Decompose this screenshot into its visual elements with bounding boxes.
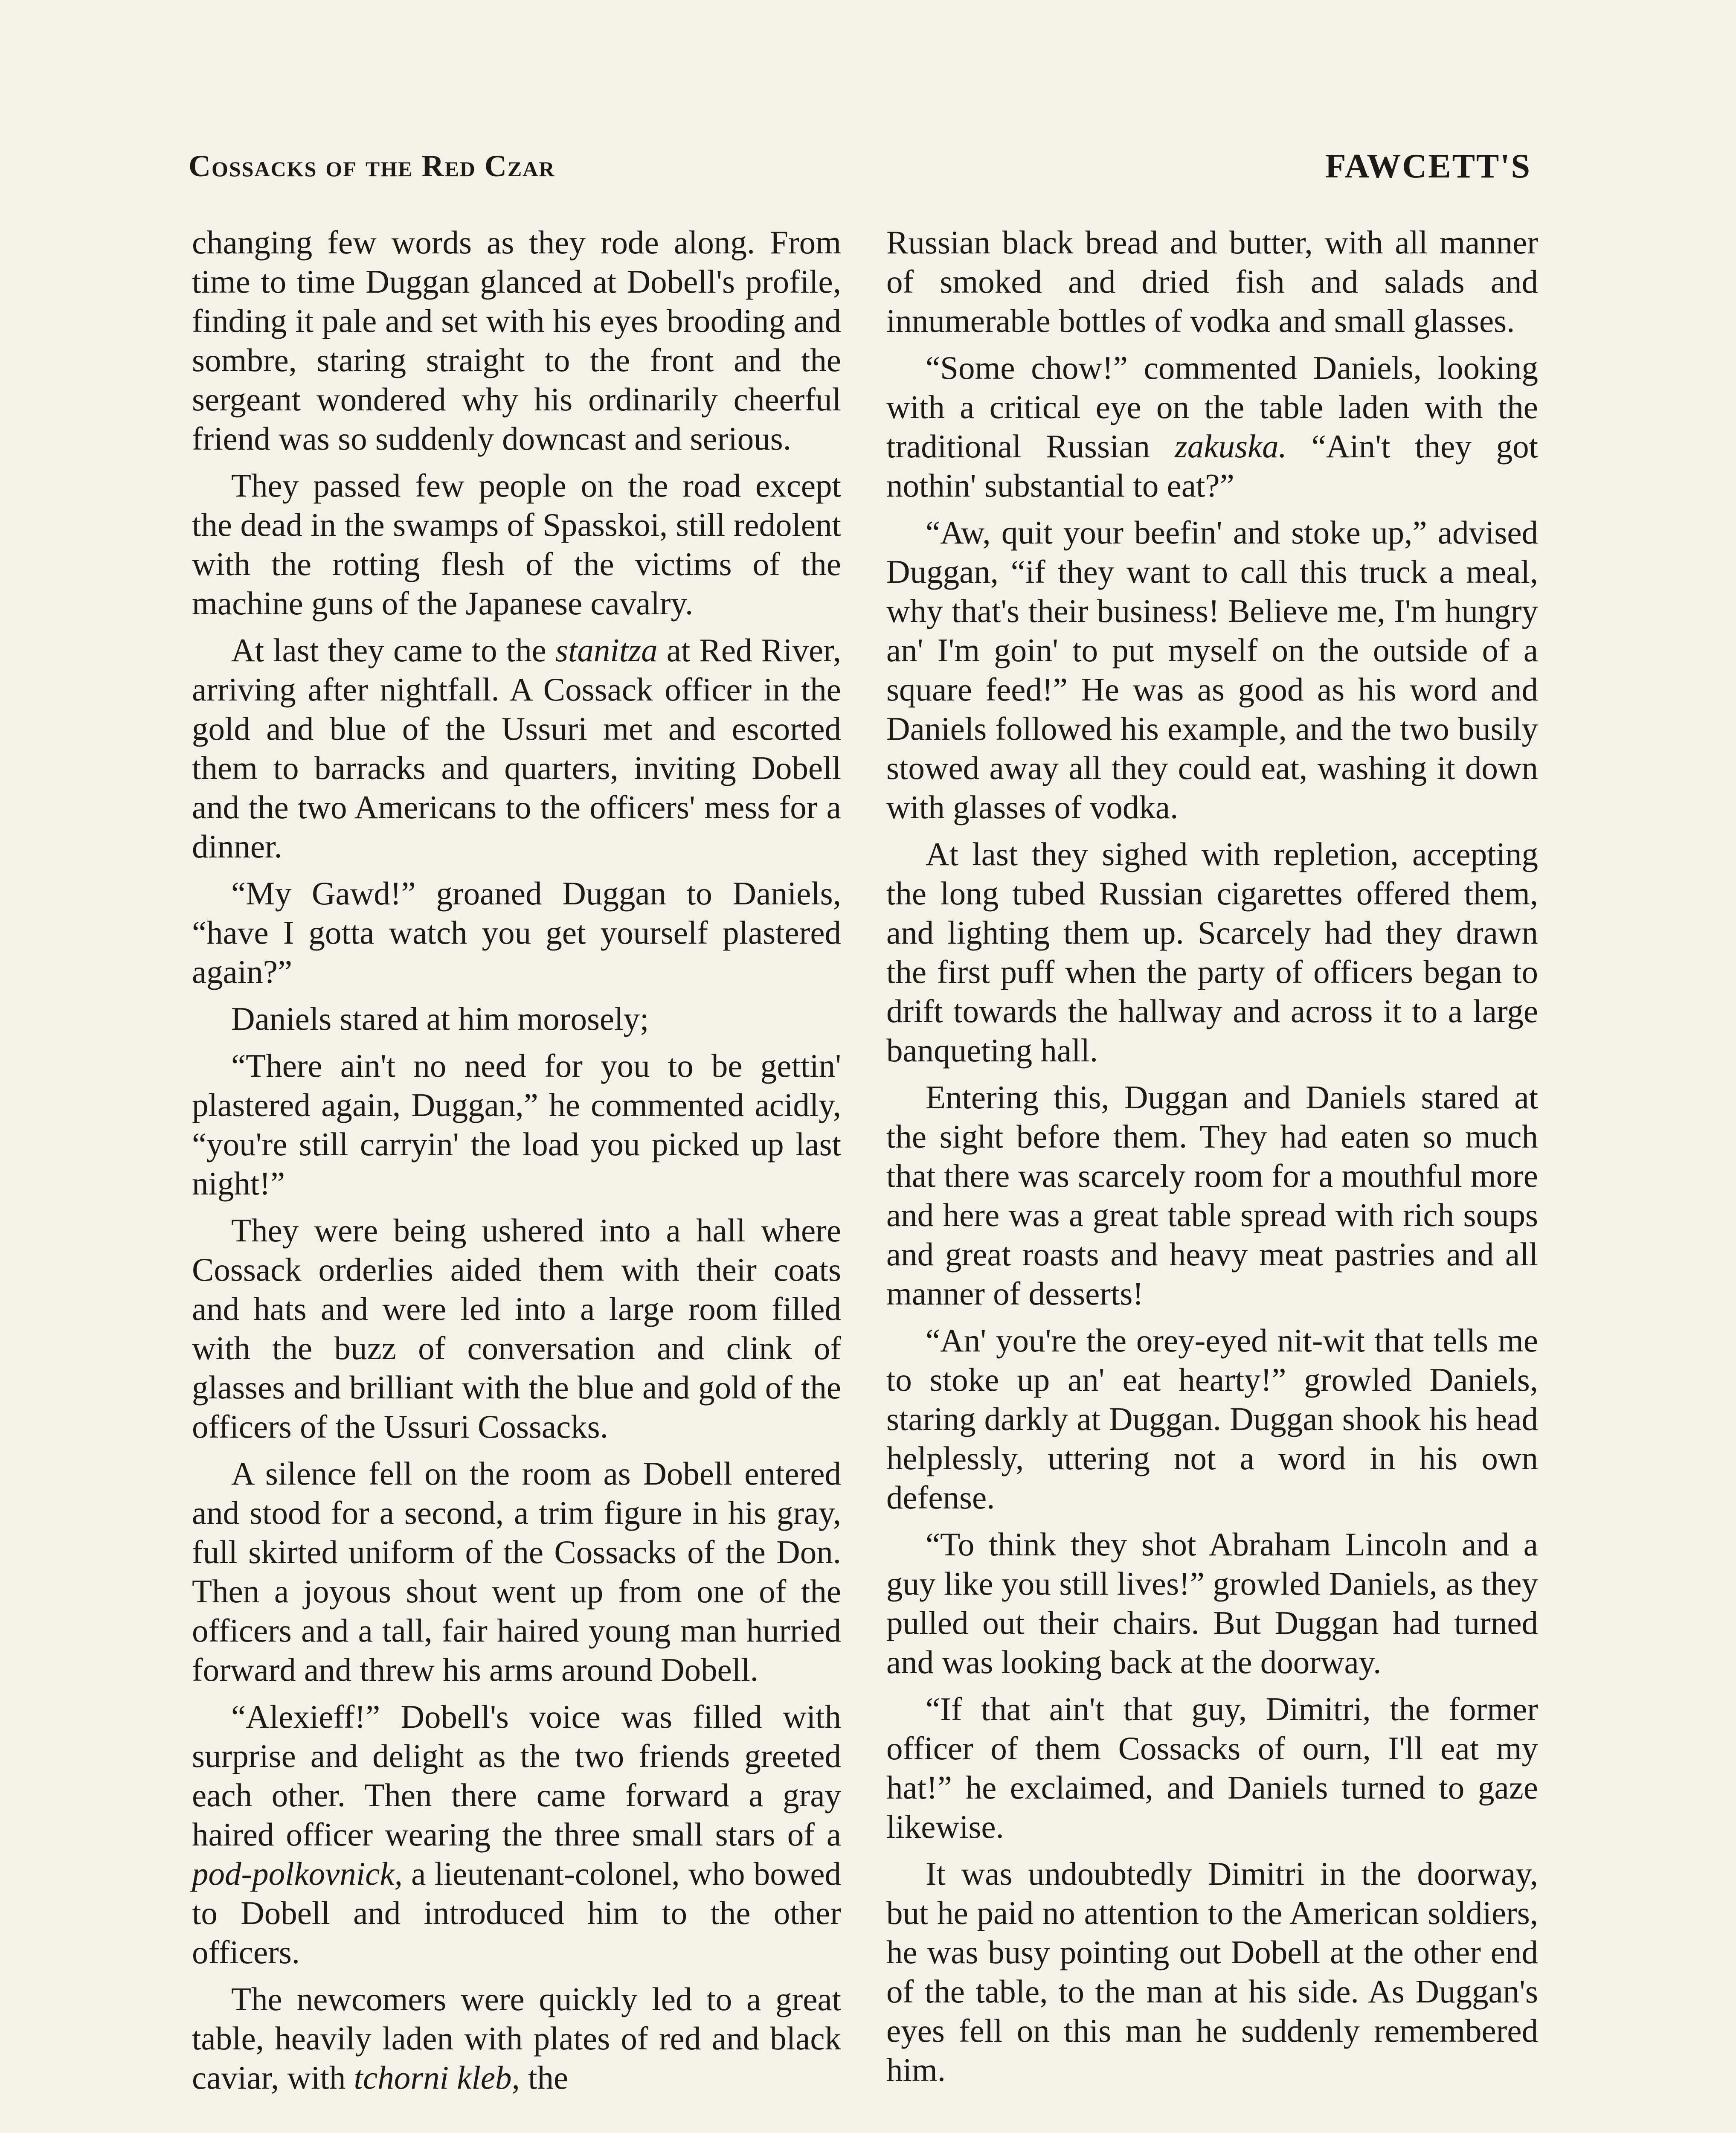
- paragraph: It was undoubtedly Dimitri in the doorway, but he paid no attention to the American soldiers, he was busy pointing out Dobell at the other end of the table, to the man at his side. As Duggan's eyes fell on this man he suddenly remembered him.: [886, 1855, 1538, 2088]
- paragraph: “An' you're the orey-eyed nit-wit that tells me to stoke up an' eat hearty!” growled Daniels, staring darkly at Duggan. Duggan shook his head helplessly, uttering not a word in his own defense.: [886, 1322, 1538, 1516]
- left-column: [192, 223, 841, 2105]
- paragraph: “Alexieff!” Dobell's voice was filled with surprise and delight as the two friends greeted each other. Then there came forward a gray haired officer wearing the three small stars of a pod-polkovnick, a lieutenant-colonel, who bowed to Dobell and introduced him to the other officers.: [192, 1698, 841, 1970]
- paragraph: Russian black bread and butter, with all manner of smoked and dried fish and salads and innumerable bottles of vodka and small glasses.: [886, 224, 1538, 339]
- paragraph: At last they sighed with repletion, accepting the long tubed Russian cigarettes offered them, and lighting them up. Scarcely had they drawn the first puff when the party of officers began to drift towards the hallway and across it to a large banqueting hall.: [886, 836, 1538, 1069]
- paragraph: “Aw, quit your beefin' and stoke up,” advised Duggan, “if they want to call this truck a meal, why that's their business! Believe me, I'm hungry an' I'm goin' to put myself on the outside of a square feed!” He was as good as his word and Daniels followed his example, and the two busily stowed away all they could eat, washing it down with glasses of vodka.: [886, 514, 1538, 825]
- paragraph: “If that ain't that guy, Dimitri, the former officer of them Cossacks of ourn, I'll eat my hat!” he exclaimed, and Daniels turned to gaze likewise.: [886, 1691, 1538, 1845]
- paragraph: Daniels stared at him morosely;: [231, 1000, 649, 1037]
- paragraph: Entering this, Duggan and Daniels stared at the sight before them. They had eaten so much that there was scarcely room for a mouthful more and here was a great table spread with rich soups and great roasts and heavy meat pastries and all manner of desserts!: [886, 1079, 1538, 1312]
- paragraph: “To think they shot Abraham Lincoln and a guy like you still lives!” growled Daniels, as they pulled out their chairs. But Duggan had turned and was looking back at the doorway.: [886, 1526, 1538, 1680]
- paragraph: “My Gawd!” groaned Duggan to Daniels, “have I gotta watch you get yourself plastered again?”: [192, 875, 841, 990]
- italic-term: pod-polkovnick,: [192, 1855, 403, 1892]
- paragraph: The newcomers were quickly led to a great table, heavily laden with plates of red and black caviar, with tchorni kleb, the: [192, 1981, 841, 2096]
- paragraph: “There ain't no need for you to be gettin' plastered again, Duggan,” he commented acidly, “you're still carryin' the load you picked up last night!”: [192, 1047, 841, 1202]
- running-title: Cossacks of the Red Czar: [189, 149, 555, 183]
- paragraph: At last they came to the stanitza at Red River, arriving after nightfall. A Cossack officer in the gold and blue of the Ussuri met and escorted them to barracks and quarters, inviting Dobell and the two Americans to the officers' mess for a dinner.: [192, 632, 841, 865]
- paragraph: A silence fell on the room as Dobell entered and stood for a second, a trim figure in his gray, full skirted uniform of the Cossacks of the Don. Then a joyous shout went up from one of the officers and a tall, fair haired young man hurried forward and threw his arms around Dobell.: [192, 1455, 841, 1688]
- publication-title: FAWCETT'S: [1325, 148, 1531, 185]
- paragraph: They were being ushered into a hall where Cossack orderlies aided them with their coats and hats and were led into a large room filled with the buzz of conversation and clink of glasses and brilliant with the blue and gold of the officers of the Ussuri Cossacks.: [192, 1212, 841, 1445]
- paragraph: They passed few people on the road except the dead in the swamps of Spasskoi, still redolent with the rotting flesh of the victims of the machine guns of the Japanese cavalry.: [192, 467, 841, 622]
- paragraph: changing few words as they rode along. From time to time Duggan glanced at Dobell's profile, finding it pale and set with his eyes brooding and sombre, staring straight to the front and the sergeant wondered why his ordinarily cheerful friend was so suddenly downcast and serious.: [192, 224, 841, 457]
- italic-term: stanitza: [555, 632, 658, 668]
- italic-term: zakuska.: [1174, 428, 1287, 465]
- right-column: [886, 223, 1538, 2097]
- paragraph: “Some chow!” commented Daniels, looking with a critical eye on the table laden with the traditional Russian zakuska. “Ain't they got nothin' substantial to eat?”: [886, 349, 1538, 504]
- italic-term: tchorni kleb,: [354, 2059, 520, 2096]
